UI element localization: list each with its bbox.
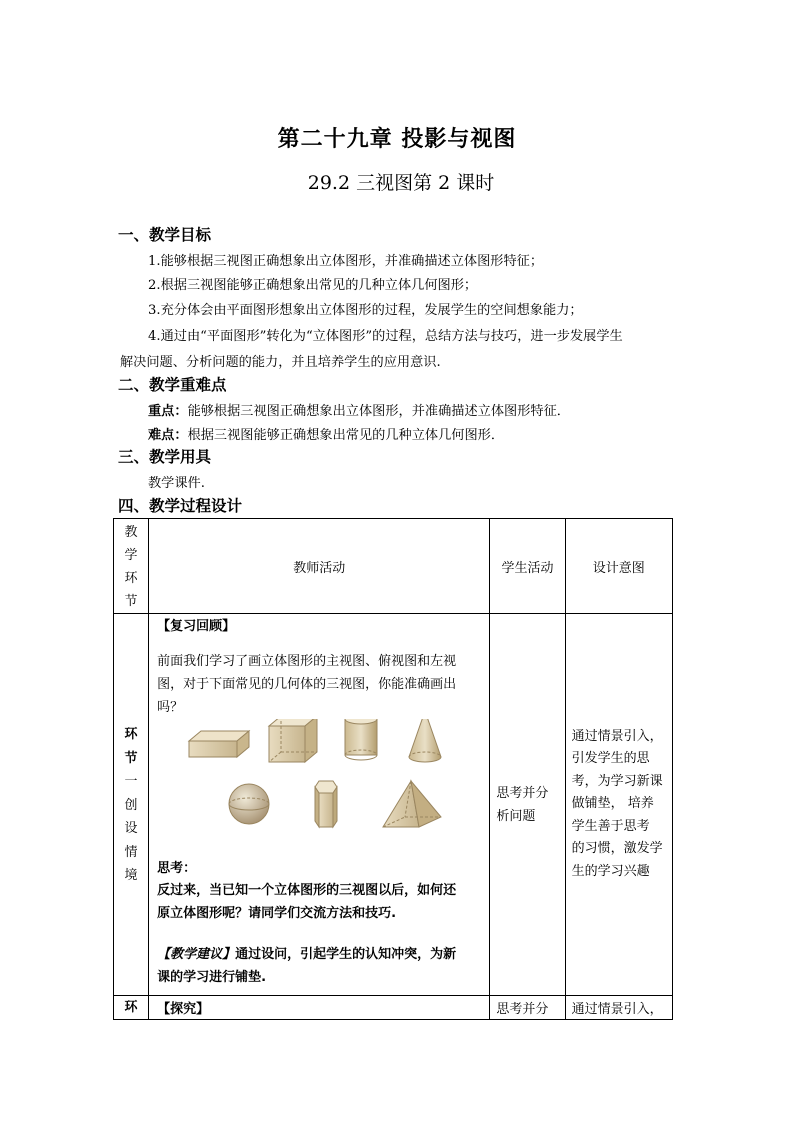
stage-cell: 环 节 一 创 设 情 境 (114, 614, 149, 996)
student-line-row2: 思考并分 (496, 1002, 549, 1017)
cube-shape (269, 719, 317, 762)
goal-item-4: 4.通过由“平面图形”转化为“立体图形”的过程，总结方法与技巧，进一步发展学生 (148, 329, 623, 344)
student-activity-cell (490, 614, 565, 996)
intent-line-1: 通过情景引入， (571, 728, 663, 744)
tip-line-1: 通过设问，引起学生的认知冲突，为新 (235, 947, 457, 962)
teacher-activity-cell (149, 614, 490, 996)
review-line-1: 前面我们学习了画立体图形的主视图、俯视图和左视 (157, 654, 457, 669)
student-activity-cell-2 (490, 996, 565, 1020)
cuboid-shape (189, 731, 249, 757)
review-line-3: 吗？ (157, 700, 184, 715)
geometric-solids-figure (157, 719, 481, 859)
goal-item-2: 2.根据三视图能够正确想象出常见的几种立体几何图形； (148, 278, 478, 293)
hexagonal-prism-shape (315, 781, 337, 827)
think-label: 思考： (157, 861, 197, 876)
cone-shape (409, 719, 441, 762)
stage-cell-2: 环 (114, 996, 149, 1020)
table-row (114, 996, 673, 1020)
header-intent: 设计意图 (565, 519, 672, 614)
intent-line-5: 学生善于思考 (571, 818, 650, 834)
teacher-activity-cell-2 (149, 996, 490, 1020)
goal-item-1: 1.能够根据三视图正确想象出立体图形，并准确描述立体图形特征； (148, 254, 544, 269)
tip-line-2: 课的学习进行铺垫. (157, 970, 267, 985)
header-teacher: 教师活动 (149, 519, 490, 614)
tools-text: 教学课件. (148, 476, 205, 491)
intent-line-6: 的习惯，激发学 (571, 841, 663, 857)
pyramid-shape (383, 781, 441, 827)
table-row (114, 614, 673, 996)
think-line-2: 原立体图形呢？请同学们交流方法和技巧. (157, 906, 397, 921)
lesson-subtitle: 29.2 三视图第 2 课时 (307, 172, 495, 194)
table-header-row (114, 519, 673, 614)
cylinder-shape (345, 719, 377, 760)
difficult-point: 难点：根据三视图能够正确想象出常见的几种立体几何图形． (148, 428, 505, 443)
section-heading-goals: 一、教学目标 (118, 225, 212, 244)
header-student: 学生活动 (490, 519, 565, 614)
section-heading-process: 四、教学过程设计 (118, 496, 243, 515)
key-point: 重点：能够根据三视图正确想象出立体图形，并准确描述立体图形特征． (148, 404, 570, 419)
student-line-2: 析问题 (496, 808, 536, 824)
teaching-tip (157, 943, 481, 966)
review-line-2: 图，对于下面常见的几何体的三视图，你能准确画出 (157, 677, 457, 692)
intent-line-3: 考，为学习新课 (571, 773, 663, 789)
think-line-1: 反过来，当已知一个立体图形的三视图以后，如何还 (157, 883, 457, 898)
explore-tag: 【探究】 (157, 1002, 210, 1017)
review-tag: 【复习回顾】 (157, 619, 236, 634)
intent-line-4: 做铺垫， 培养 (571, 796, 654, 812)
design-intent-cell-2 (565, 996, 672, 1020)
sphere-shape (229, 784, 269, 824)
goal-item-4-cont: 解决问题、分析问题的能力，并且培养学生的应用意识. (120, 355, 441, 370)
design-intent-cell (565, 614, 672, 996)
student-line-1: 思考并分 (496, 785, 549, 801)
intent-line-2: 引发学生的思 (571, 751, 650, 767)
tip-tag: 【教学建议】 (157, 947, 236, 962)
intent-line-7: 生的学习兴趣 (571, 863, 650, 879)
goal-item-3: 3.充分体会由平面图形想象出立体图形的过程，发展学生的空间想象能力； (148, 303, 583, 318)
chapter-title: 第二十九章 投影与视图 (277, 126, 517, 152)
intent-line-row2: 通过情景引入， (571, 1002, 663, 1017)
header-stage: 教 学 环 节 (114, 519, 149, 614)
section-heading-tools: 三、教学用具 (118, 447, 212, 466)
section-heading-key-points: 二、教学重难点 (118, 375, 227, 394)
process-table (113, 518, 673, 1020)
